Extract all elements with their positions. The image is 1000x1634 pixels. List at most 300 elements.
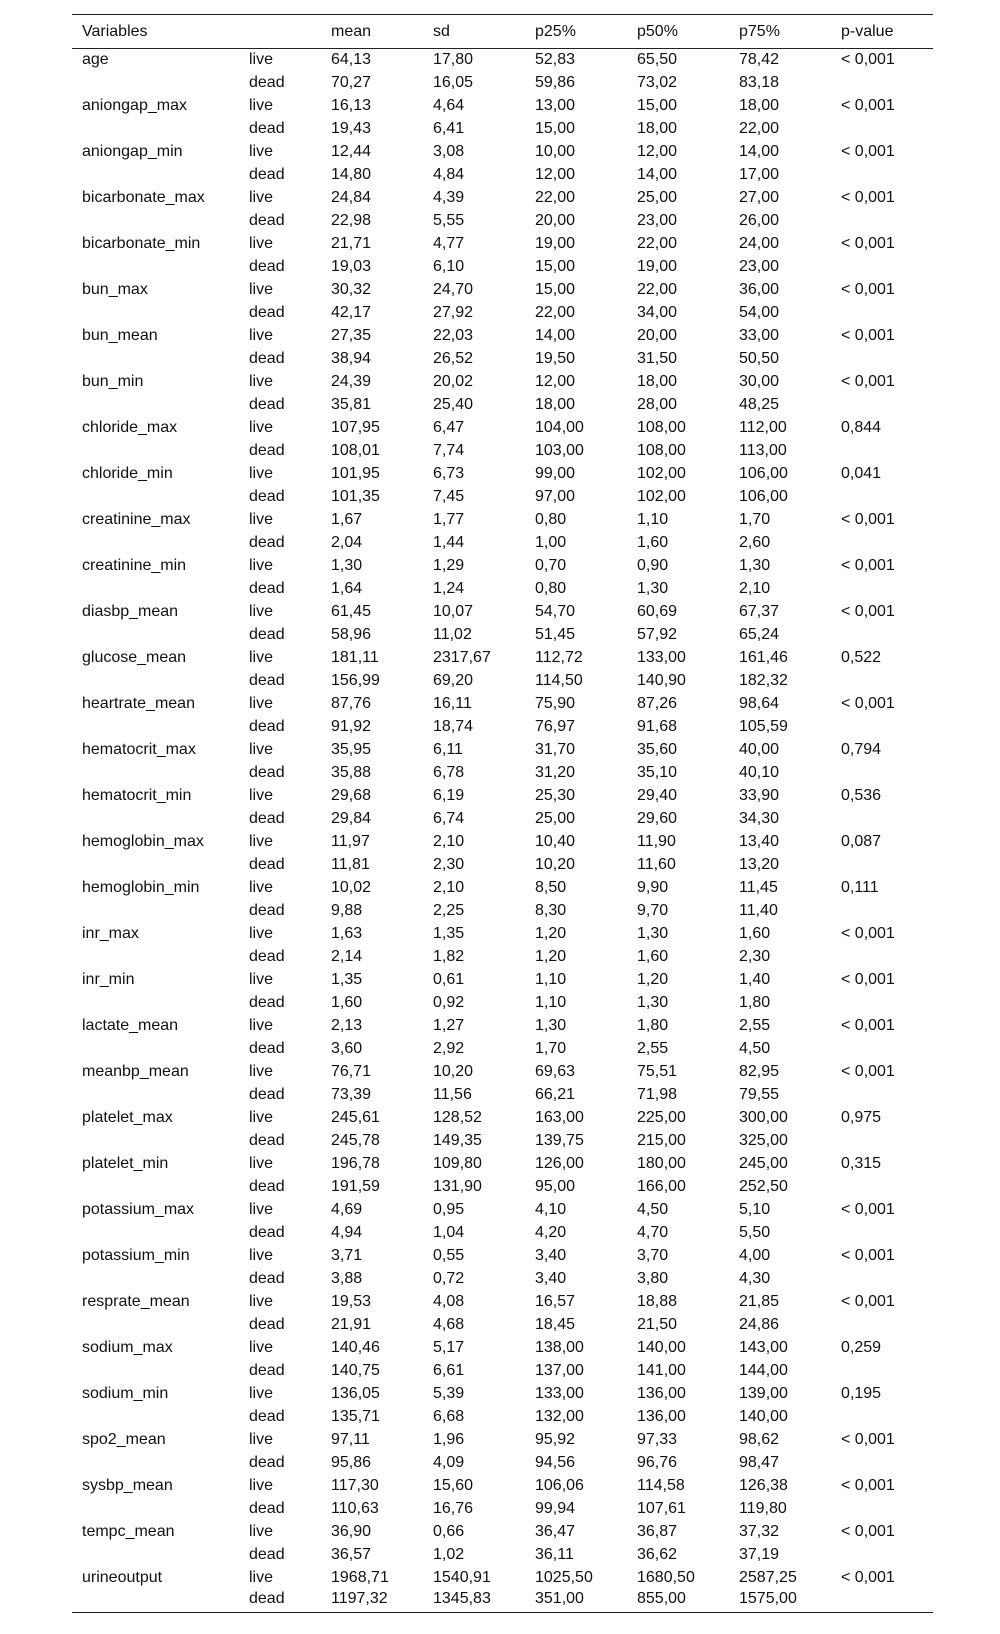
group-label-cell: dead [249, 948, 285, 965]
group-label-cell: live [249, 1247, 274, 1264]
mean-cell: 36,57 [331, 1546, 372, 1563]
table-row-live [72, 141, 933, 164]
sd-cell: 22,03 [433, 327, 474, 344]
pvalue-cell: < 0,001 [841, 1523, 895, 1540]
sd-cell: 0,72 [433, 1270, 465, 1287]
mean-cell: 4,94 [331, 1224, 363, 1241]
variable-name-cell [72, 1176, 239, 1199]
p50-cell: 21,50 [637, 1316, 678, 1333]
mean-cell: 14,80 [331, 166, 372, 183]
sd-cell: 26,52 [433, 350, 474, 367]
table-row-live [72, 463, 933, 486]
p50-cell: 107,61 [637, 1500, 686, 1517]
mean-cell: 101,35 [331, 488, 380, 505]
table-row-dead [72, 210, 933, 233]
p75-cell: 1,60 [739, 925, 771, 942]
pvalue-cell [831, 1498, 933, 1521]
p75-cell: 40,10 [739, 764, 780, 781]
pvalue-cell [831, 578, 933, 601]
sd-cell: 5,17 [433, 1339, 465, 1356]
p25-cell: 1,70 [535, 1040, 567, 1057]
pvalue-cell [831, 210, 933, 233]
mean-cell: 36,90 [331, 1523, 372, 1540]
variable-name-cell [72, 164, 239, 187]
p75-cell: 113,00 [739, 442, 787, 459]
mean-cell: 21,91 [331, 1316, 372, 1333]
p50-cell: 4,50 [637, 1201, 669, 1218]
mean-cell: 1,60 [331, 994, 363, 1011]
mean-cell: 136,05 [331, 1385, 380, 1402]
sd-cell: 4,77 [433, 235, 465, 252]
group-label-cell: live [249, 1477, 274, 1494]
mean-cell: 3,88 [331, 1270, 363, 1287]
table-row-dead [72, 302, 933, 325]
mean-cell: 29,68 [331, 787, 372, 804]
p75-cell: 140,00 [739, 1408, 788, 1425]
variable-name-cell [72, 762, 239, 785]
p25-cell: 10,40 [535, 833, 576, 850]
sd-cell: 1,24 [433, 580, 465, 597]
variable-name-cell [72, 486, 239, 509]
header-variables: Variables [82, 22, 148, 40]
p25-cell: 1025,50 [535, 1569, 593, 1586]
sd-cell: 2,92 [433, 1040, 465, 1057]
p50-cell: 29,40 [637, 787, 678, 804]
group-label-cell: live [249, 925, 274, 942]
p75-cell: 5,50 [739, 1224, 771, 1241]
sd-cell: 25,40 [433, 396, 474, 413]
mean-cell: 24,39 [331, 373, 372, 390]
sd-cell: 10,07 [433, 603, 474, 620]
mean-cell: 35,95 [331, 741, 372, 758]
group-label-cell: live [249, 327, 274, 344]
variable-name-cell [72, 1268, 239, 1291]
pvalue-cell [831, 394, 933, 417]
group-label-cell: dead [249, 1362, 285, 1379]
group-label-cell: dead [249, 396, 285, 413]
p75-cell: 4,30 [739, 1270, 771, 1287]
p25-cell: 0,70 [535, 557, 567, 574]
p50-cell: 215,00 [637, 1132, 686, 1149]
p75-cell: 325,00 [739, 1132, 788, 1149]
p75-cell: 144,00 [739, 1362, 788, 1379]
table-row-dead [72, 1038, 933, 1061]
p50-cell: 11,60 [637, 856, 676, 873]
p25-cell: 132,00 [535, 1408, 584, 1425]
group-label-cell: live [249, 1293, 274, 1310]
p50-cell: 15,00 [637, 97, 678, 114]
mean-cell: 19,43 [331, 120, 372, 137]
sd-cell: 16,76 [433, 1500, 474, 1517]
group-label-cell: live [249, 419, 274, 436]
p75-cell: 37,32 [739, 1523, 780, 1540]
p50-cell: 60,69 [637, 603, 678, 620]
p75-cell: 24,86 [739, 1316, 780, 1333]
p50-cell: 23,00 [637, 212, 678, 229]
table-row-live [72, 1337, 933, 1360]
pvalue-cell [831, 854, 933, 877]
sd-cell: 4,68 [433, 1316, 465, 1333]
group-label-cell: live [249, 1385, 274, 1402]
group-label-cell: dead [249, 1224, 285, 1241]
mean-cell: 181,11 [331, 649, 379, 666]
group-label-cell: live [249, 695, 274, 712]
mean-cell: 1,63 [331, 925, 363, 942]
table-row-dead [72, 854, 933, 877]
group-label-cell: dead [249, 1500, 285, 1517]
group-label-cell: dead [249, 764, 285, 781]
group-label-cell: dead [249, 212, 285, 229]
p25-cell: 51,45 [535, 626, 576, 643]
p50-cell: 133,00 [637, 649, 686, 666]
pvalue-cell: < 0,001 [841, 327, 895, 344]
p25-cell: 126,00 [535, 1155, 584, 1172]
table-row-live [72, 1521, 933, 1544]
pvalue-cell: 0,195 [841, 1385, 882, 1402]
p50-cell: 136,00 [637, 1385, 686, 1402]
mean-cell: 135,71 [331, 1408, 380, 1425]
table-row-live [72, 1245, 933, 1268]
p75-cell: 11,45 [739, 879, 778, 896]
p50-cell: 36,62 [637, 1546, 678, 1563]
p75-cell: 26,00 [739, 212, 780, 229]
mean-cell: 24,84 [331, 189, 372, 206]
table-row-dead [72, 118, 933, 141]
sd-cell: 2317,67 [433, 649, 491, 666]
table-row-dead [72, 808, 933, 831]
table-row-live [72, 95, 933, 118]
p50-cell: 102,00 [637, 465, 686, 482]
group-label-cell: dead [249, 1590, 285, 1608]
variable-name-cell: resprate_mean [82, 1293, 190, 1310]
p75-cell: 33,00 [739, 327, 780, 344]
group-label-cell: live [249, 1431, 274, 1448]
pvalue-cell [831, 1314, 933, 1337]
table-row-live [72, 509, 933, 532]
variable-name-cell: creatinine_min [82, 557, 187, 574]
p50-cell: 1,20 [637, 971, 669, 988]
sd-cell: 7,74 [433, 442, 465, 459]
table-row-live [72, 647, 933, 670]
mean-cell: 1,67 [331, 511, 363, 528]
p25-cell: 76,97 [535, 718, 576, 735]
p75-cell: 98,47 [739, 1454, 780, 1471]
pvalue-cell: 0,844 [841, 419, 882, 436]
p50-cell: 1,60 [637, 948, 669, 965]
table-row-dead [72, 1084, 933, 1107]
p25-cell: 97,00 [535, 488, 576, 505]
p25-cell: 95,92 [535, 1431, 576, 1448]
group-label-cell: dead [249, 442, 285, 459]
p75-cell: 161,46 [739, 649, 788, 666]
p75-cell: 300,00 [739, 1109, 788, 1126]
table-row-dead [72, 900, 933, 923]
mean-cell: 107,95 [331, 419, 380, 436]
sd-cell: 15,60 [433, 1477, 474, 1494]
p25-cell: 52,83 [535, 51, 576, 69]
p50-cell: 65,50 [637, 51, 678, 69]
table-row-live [72, 877, 933, 900]
mean-cell: 22,98 [331, 212, 372, 229]
variable-name-cell: sodium_min [82, 1385, 169, 1402]
p25-cell: 8,30 [535, 902, 567, 919]
table-row-dead [72, 1544, 933, 1567]
p50-cell: 136,00 [637, 1408, 686, 1425]
group-label-cell: dead [249, 1132, 285, 1149]
p25-cell: 4,10 [535, 1201, 567, 1218]
variable-name-cell: aniongap_min [82, 143, 183, 160]
pvalue-cell: < 0,001 [841, 189, 895, 206]
table-row-dead [72, 1314, 933, 1337]
p75-cell: 2,30 [739, 948, 771, 965]
sd-cell: 24,70 [433, 281, 474, 298]
sd-cell: 1345,83 [433, 1590, 491, 1608]
variable-name-cell [72, 624, 239, 647]
variable-name-cell [72, 532, 239, 555]
pvalue-cell: 0,536 [841, 787, 882, 804]
p50-cell: 57,92 [637, 626, 678, 643]
p50-cell: 1,30 [637, 580, 669, 597]
p25-cell: 138,00 [535, 1339, 584, 1356]
p75-cell: 98,64 [739, 695, 780, 712]
sd-cell: 4,64 [433, 97, 465, 114]
sd-cell: 20,02 [433, 373, 474, 390]
pvalue-cell [831, 532, 933, 555]
p25-cell: 114,50 [535, 672, 583, 689]
mean-cell: 101,95 [331, 465, 380, 482]
variable-name-cell: bun_min [82, 373, 144, 390]
p25-cell: 351,00 [535, 1590, 584, 1608]
p25-cell: 99,94 [535, 1500, 576, 1517]
mean-cell: 11,97 [331, 833, 370, 850]
sd-cell: 2,10 [433, 833, 465, 850]
p75-cell: 119,80 [739, 1500, 787, 1517]
variable-name-cell: age [82, 51, 109, 69]
table-row-live [72, 1291, 933, 1314]
table-row-live [72, 1107, 933, 1130]
group-label-cell: dead [249, 258, 285, 275]
table-row-dead [72, 670, 933, 693]
variable-name-cell: glucose_mean [82, 649, 187, 666]
variable-name-cell: lactate_mean [82, 1017, 179, 1034]
mean-cell: 12,44 [331, 143, 372, 160]
p75-cell: 13,20 [739, 856, 780, 873]
table-row-dead [72, 1590, 933, 1613]
p75-cell: 23,00 [739, 258, 780, 275]
p75-cell: 82,95 [739, 1063, 780, 1080]
variable-name-cell: aniongap_max [82, 97, 187, 114]
p75-cell: 126,38 [739, 1477, 788, 1494]
variable-name-cell: platelet_max [82, 1109, 173, 1126]
pvalue-cell [831, 716, 933, 739]
variable-name-cell: spo2_mean [82, 1431, 166, 1448]
p25-cell: 25,30 [535, 787, 576, 804]
p25-cell: 4,20 [535, 1224, 567, 1241]
p50-cell: 12,00 [637, 143, 678, 160]
p50-cell: 14,00 [637, 166, 678, 183]
variable-name-cell [72, 670, 239, 693]
pvalue-cell [831, 72, 933, 95]
pvalue-cell [831, 900, 933, 923]
p50-cell: 20,00 [637, 327, 678, 344]
p25-cell: 66,21 [535, 1086, 576, 1103]
table-row-live [72, 693, 933, 716]
variable-name-cell: urineoutput [82, 1569, 163, 1586]
mean-cell: 95,86 [331, 1454, 372, 1471]
p75-cell: 252,50 [739, 1178, 788, 1195]
p50-cell: 18,00 [637, 120, 678, 137]
mean-cell: 27,35 [331, 327, 372, 344]
mean-cell: 10,02 [331, 879, 372, 896]
variable-name-cell [72, 256, 239, 279]
pvalue-cell: 0,259 [841, 1339, 882, 1356]
variable-name-cell [72, 808, 239, 831]
table-row-live [72, 785, 933, 808]
table-row-live [72, 1567, 933, 1590]
p50-cell: 4,70 [637, 1224, 669, 1241]
group-label-cell: dead [249, 166, 285, 183]
table-row-live [72, 831, 933, 854]
mean-cell: 2,04 [331, 534, 363, 551]
pvalue-cell: < 0,001 [841, 1247, 895, 1264]
p75-cell: 105,59 [739, 718, 788, 735]
table-row-live [72, 969, 933, 992]
table-row-dead [72, 532, 933, 555]
sd-cell: 1,04 [433, 1224, 465, 1241]
variable-name-cell: tempc_mean [82, 1523, 175, 1540]
sd-cell: 16,11 [433, 695, 472, 712]
p75-cell: 34,30 [739, 810, 780, 827]
p25-cell: 163,00 [535, 1109, 584, 1126]
sd-cell: 6,19 [433, 787, 465, 804]
group-label-cell: live [249, 787, 274, 804]
pvalue-cell: < 0,001 [841, 511, 895, 528]
table-header-row [72, 15, 933, 49]
variable-name-cell [72, 1314, 239, 1337]
p25-cell: 104,00 [535, 419, 584, 436]
sd-cell: 2,25 [433, 902, 465, 919]
variable-name-cell: sysbp_mean [82, 1477, 173, 1494]
variable-name-cell [72, 440, 239, 463]
group-label-cell: live [249, 235, 274, 252]
p75-cell: 83,18 [739, 74, 780, 91]
p25-cell: 1,10 [535, 971, 567, 988]
pvalue-cell [831, 624, 933, 647]
sd-cell: 0,95 [433, 1201, 465, 1218]
variable-name-cell [72, 394, 239, 417]
variable-name-cell [72, 1084, 239, 1107]
sd-cell: 0,92 [433, 994, 465, 1011]
p25-cell: 1,30 [535, 1017, 567, 1034]
group-label-cell: live [249, 51, 274, 69]
sd-cell: 109,80 [433, 1155, 482, 1172]
pvalue-cell [831, 1222, 933, 1245]
mean-cell: 35,88 [331, 764, 372, 781]
mean-cell: 97,11 [331, 1431, 370, 1448]
table-row-dead [72, 440, 933, 463]
p25-cell: 54,70 [535, 603, 576, 620]
p75-cell: 36,00 [739, 281, 780, 298]
p25-cell: 15,00 [535, 258, 576, 275]
p50-cell: 2,55 [637, 1040, 669, 1057]
sd-cell: 131,90 [433, 1178, 482, 1195]
mean-cell: 64,13 [331, 51, 372, 69]
mean-cell: 2,13 [331, 1017, 363, 1034]
group-label-cell: dead [249, 810, 285, 827]
p50-cell: 29,60 [637, 810, 678, 827]
pvalue-cell: 0,522 [841, 649, 882, 666]
variable-name-cell [72, 1498, 239, 1521]
p75-cell: 54,00 [739, 304, 780, 321]
p25-cell: 22,00 [535, 304, 576, 321]
p25-cell: 31,20 [535, 764, 576, 781]
mean-cell: 30,32 [331, 281, 372, 298]
table-row-live [72, 325, 933, 348]
p75-cell: 139,00 [739, 1385, 788, 1402]
pvalue-cell: < 0,001 [841, 373, 895, 390]
pvalue-cell: < 0,001 [841, 1477, 895, 1494]
group-label-cell: dead [249, 856, 285, 873]
table-row-live [72, 279, 933, 302]
p50-cell: 108,00 [637, 442, 686, 459]
pvalue-cell: < 0,001 [841, 925, 895, 942]
p50-cell: 140,00 [637, 1339, 686, 1356]
p25-cell: 13,00 [535, 97, 576, 114]
p75-cell: 33,90 [739, 787, 780, 804]
p50-cell: 114,58 [637, 1477, 685, 1494]
mean-cell: 42,17 [331, 304, 372, 321]
variable-name-cell: chloride_max [82, 419, 178, 436]
pvalue-cell: < 0,001 [841, 1293, 895, 1310]
p50-cell: 3,70 [637, 1247, 669, 1264]
sd-cell: 1,77 [433, 511, 465, 528]
sd-cell: 5,39 [433, 1385, 465, 1402]
p75-cell: 2,55 [739, 1017, 771, 1034]
table-row-dead [72, 1222, 933, 1245]
variable-name-cell: creatinine_max [82, 511, 191, 528]
p50-cell: 9,90 [637, 879, 669, 896]
p25-cell: 59,86 [535, 74, 576, 91]
variable-name-cell: hemoglobin_min [82, 879, 200, 896]
sd-cell: 5,55 [433, 212, 465, 229]
table-row-live [72, 601, 933, 624]
pvalue-cell: < 0,001 [841, 971, 895, 988]
p75-cell: 245,00 [739, 1155, 788, 1172]
group-label-cell: live [249, 879, 274, 896]
pvalue-cell [831, 256, 933, 279]
group-label-cell: dead [249, 580, 285, 597]
pvalue-cell: < 0,001 [841, 1063, 895, 1080]
p75-cell: 21,85 [739, 1293, 780, 1310]
pvalue-cell [831, 164, 933, 187]
table-row-dead [72, 1176, 933, 1199]
p25-cell: 99,00 [535, 465, 576, 482]
sd-cell: 6,74 [433, 810, 465, 827]
pvalue-cell [831, 992, 933, 1015]
p75-cell: 27,00 [739, 189, 780, 206]
p50-cell: 35,10 [637, 764, 678, 781]
table-row-live [72, 1153, 933, 1176]
sd-cell: 4,39 [433, 189, 465, 206]
p25-cell: 36,11 [535, 1546, 574, 1563]
group-label-cell: dead [249, 718, 285, 735]
table-row-dead [72, 164, 933, 187]
sd-cell: 6,11 [433, 741, 463, 758]
pvalue-cell [831, 302, 933, 325]
table-row-live [72, 371, 933, 394]
pvalue-cell [831, 348, 933, 371]
variable-name-cell: meanbp_mean [82, 1063, 189, 1080]
